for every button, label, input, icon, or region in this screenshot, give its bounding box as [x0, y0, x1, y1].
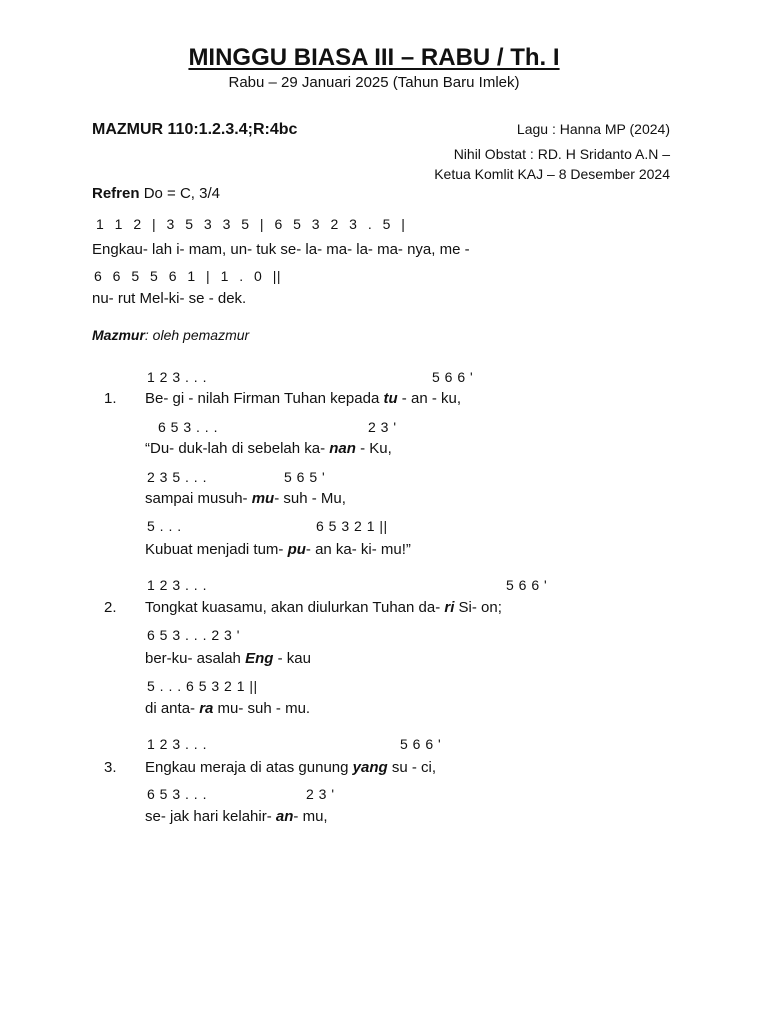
verse-lyrics: [145, 440, 392, 457]
lyric-text: - suh - Mu,: [274, 490, 346, 507]
lyric-text: - mu,: [293, 808, 328, 825]
verse-notes-end: 6 5 3 2 1 ||: [316, 518, 388, 534]
accented-syllable: Eng: [245, 650, 274, 667]
lyric-text: - Ku,: [355, 440, 392, 457]
accented-syllable: nan: [329, 440, 356, 457]
nihil-obstat-line-2: Ketua Komlit KAJ – 8 Desember 2024: [434, 166, 670, 182]
verse-number: 2.: [104, 599, 117, 616]
verse-number: 1.: [104, 390, 117, 407]
verse-notes-end: 2 3 ': [368, 419, 397, 435]
verse-number: 3.: [104, 759, 117, 776]
psalm-intro: [92, 327, 249, 343]
verse-lyrics: [145, 599, 502, 616]
nihil-obstat-line-1: Nihil Obstat : RD. H Sridanto A.N –: [453, 146, 670, 162]
verse-notes-end: 5 6 6 ': [432, 369, 474, 385]
lyric-text: ber-ku- asalah: [145, 650, 246, 667]
refrain-lyrics-1: Engkau- lah i- mam, un- tuk se- la- ma- la- ma- nya, me -: [92, 241, 470, 258]
composer-credit: Lagu : Hanna MP (2024): [516, 121, 670, 137]
lyric-text: Kubuat menjadi tum-: [145, 541, 288, 558]
verse-lyrics: [145, 808, 328, 825]
verse-notes: 2 3 5 . . .: [147, 469, 207, 485]
lyric-text: Tongkat kuasamu, akan diulurkan Tuhan da-: [145, 599, 445, 616]
accented-syllable: pu: [287, 541, 306, 558]
verse-lyrics: [145, 700, 310, 717]
psalm-intro-label: Mazmur: [92, 327, 145, 343]
lyric-text: Be- gi - nilah Firman Tuhan kepada: [145, 390, 384, 407]
accented-syllable: ra: [199, 700, 214, 717]
verse-notes: 6 5 3 . . . 2 3 ': [147, 627, 240, 643]
refrain-notes-2: 6 6 5 5 6 1 | 1 . 0 ||: [94, 268, 281, 284]
refrain-lyrics-2: nu- rut Mel-ki- se - dek.: [92, 290, 247, 307]
verse-notes-end: 5 6 6 ': [400, 736, 442, 752]
lyric-text: - an - ku,: [397, 390, 461, 407]
psalm-title: MAZMUR 110:1.2.3.4;R:4bc: [92, 121, 298, 138]
lyric-text: su - ci,: [387, 759, 437, 776]
verse-lyrics: [145, 759, 436, 776]
lyric-text: se- jak hari kelahir-: [145, 808, 276, 825]
verse-lyrics: [145, 541, 411, 558]
verse-notes: 1 2 3 . . .: [147, 736, 207, 752]
lyric-text: mu- suh - mu.: [213, 700, 311, 717]
verse-notes: 6 5 3 . . .: [158, 419, 218, 435]
accented-syllable: mu: [251, 490, 275, 507]
lyric-text: di anta-: [145, 700, 200, 717]
refrain-label: Refren: [92, 185, 140, 202]
verse-notes: 1 2 3 . . .: [147, 369, 207, 385]
lyric-text: - an ka- ki- mu!”: [305, 541, 411, 558]
lyric-text: “Du- duk-lah di sebelah ka-: [145, 440, 330, 457]
lyric-text: - kau: [273, 650, 311, 667]
verse-notes-end: 2 3 ': [306, 786, 335, 802]
accented-syllable: an: [275, 808, 294, 825]
refrain-key: Do = C, 3/4: [143, 185, 220, 202]
accented-syllable: tu: [383, 390, 398, 407]
refrain-notes-1: 1 1 2 | 3 5 3 3 5 | 6 5 3 2 3 . 5 |: [96, 216, 406, 232]
lyric-text: sampai musuh-: [145, 490, 252, 507]
verse-lyrics: [145, 390, 461, 407]
verse-notes-end: 5 6 6 ': [506, 577, 548, 593]
refrain-heading: [92, 185, 220, 202]
psalm-intro-text: : oleh pemazmur: [144, 327, 250, 343]
page-title: MINGGU BIASA III – RABU / Th. I: [188, 44, 560, 71]
verse-notes-end: 5 6 5 ': [284, 469, 326, 485]
verse-notes: 6 5 3 . . .: [147, 786, 207, 802]
verse-notes: 1 2 3 . . .: [147, 577, 207, 593]
accented-syllable: ri: [444, 599, 455, 616]
accented-syllable: yang: [352, 759, 388, 776]
lyric-text: Si- on;: [454, 599, 502, 616]
page-subtitle: Rabu – 29 Januari 2025 (Tahun Baru Imlek): [228, 74, 520, 91]
verse-notes: 5 . . . 6 5 3 2 1 ||: [147, 678, 258, 694]
lyric-text: Engkau meraja di atas gunung: [145, 759, 353, 776]
verse-lyrics: [145, 650, 311, 667]
verse-lyrics: [145, 490, 346, 507]
verse-notes: 5 . . .: [147, 518, 182, 534]
